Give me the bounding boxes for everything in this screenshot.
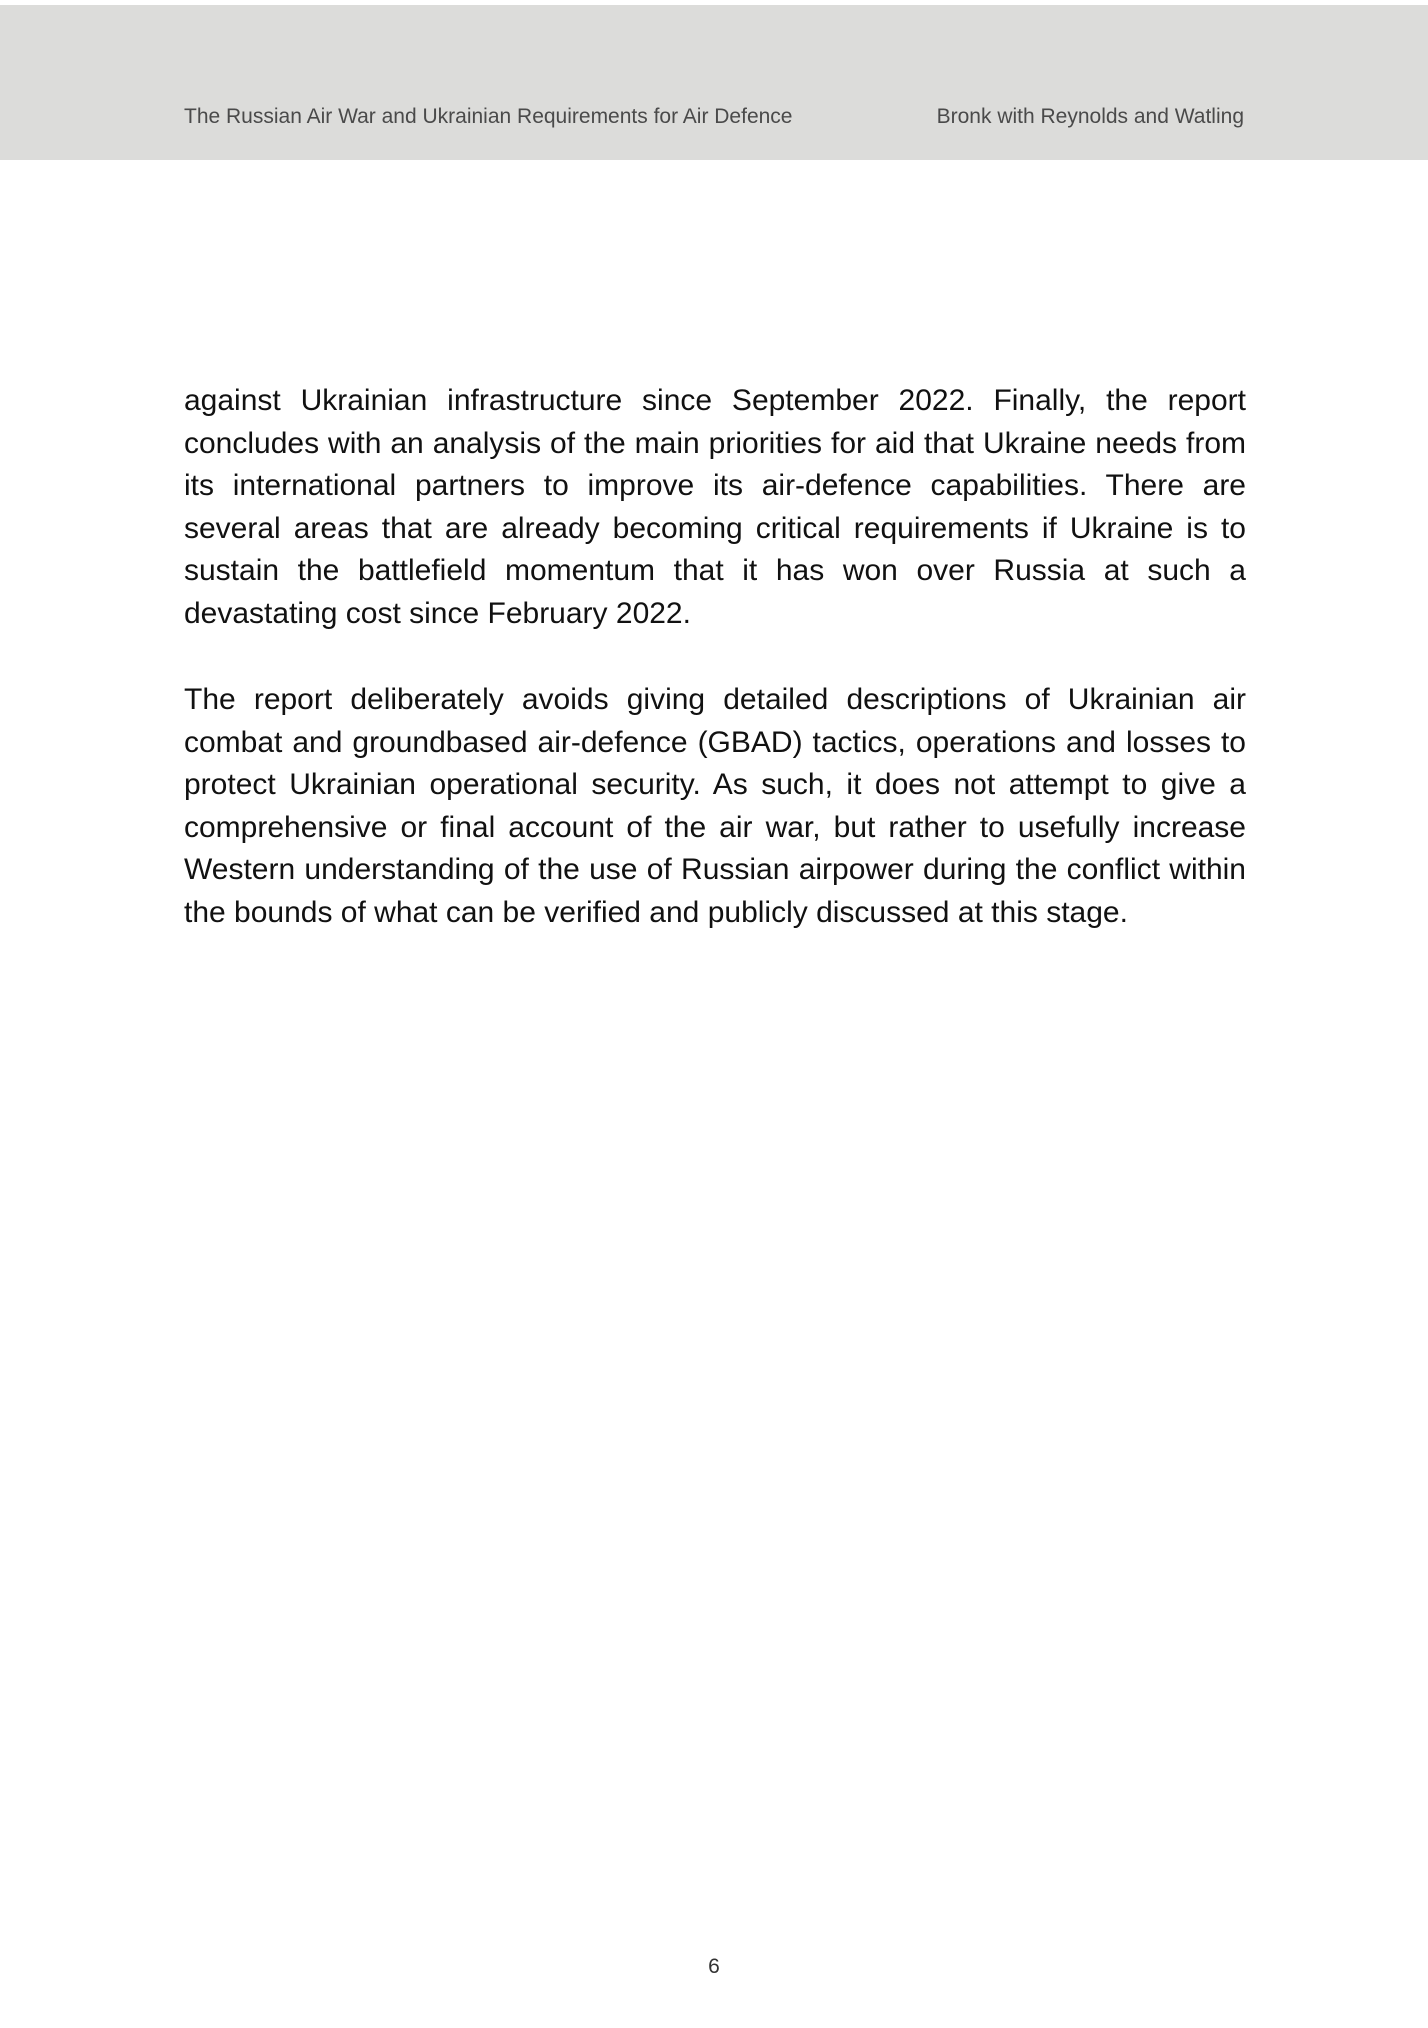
page-number: 6 — [708, 1955, 720, 1978]
running-header-title: The Russian Air War and Ukrainian Requirements for Air Defence — [184, 105, 793, 128]
paragraph: The report deliberately avoids giving detailed descriptions of Ukrainian air combat and groundbased air-defence (GBAD) tactics, operations and losses to protect Ukrainian operational security. As such, it does not attempt to give a comprehensive or final account of the air war, but rather to usefully increase Western understanding of the use of Russian airpower during the conflict within the bounds of what can be verified and publicly discussed at this stage. — [184, 683, 1246, 929]
running-header-authors: Bronk with Reynolds and Watling — [936, 105, 1244, 128]
body-text — [184, 380, 1246, 978]
running-header — [0, 5, 1428, 160]
paragraph: against Ukrainian infrastructure since September 2022. Finally, the report concludes with an analysis of the main priorities for aid that Ukraine needs from its international partners to improve its air-defence capabilities. There are several areas that are already becoming critical requirements if Ukraine is to sustain the battlefield momentum that it has won over Russia at such a devastating cost since February 2022. — [184, 384, 1246, 630]
